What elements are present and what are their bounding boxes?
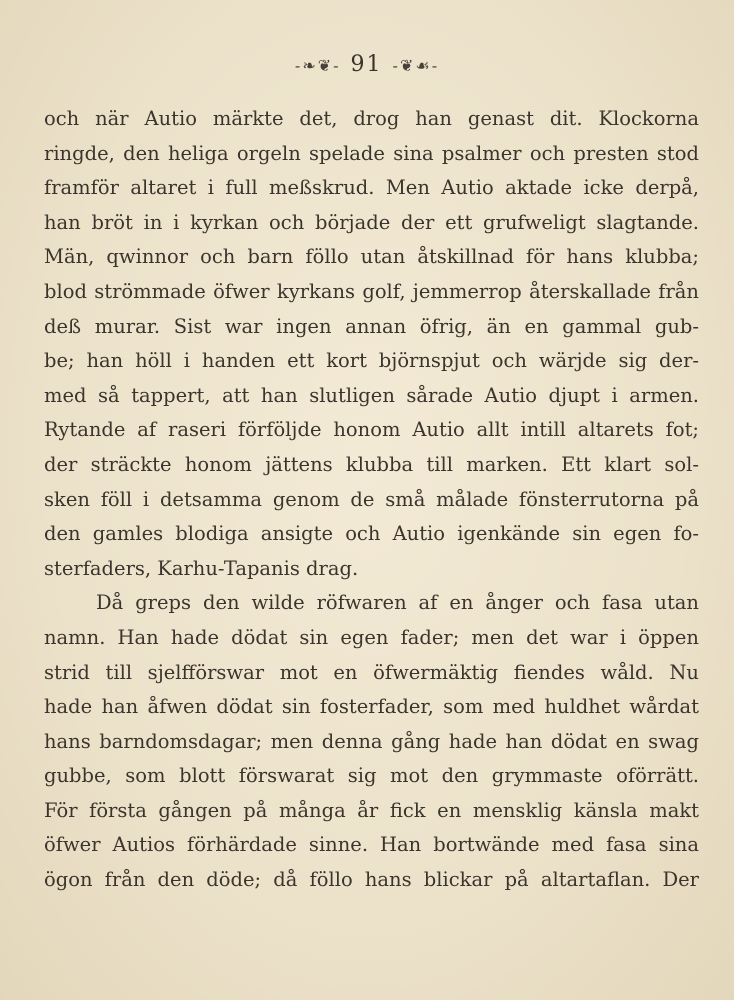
text-line: Rytande af raseri förföljde honom Autio allt intill altarets fot;	[44, 418, 699, 442]
text-line: med så tappert, att han slutligen sårade Autio djupt i armen.	[44, 383, 699, 407]
text-line: Då greps den wilde röfwaren af en ånger och fasa utan	[96, 591, 699, 615]
paragraph-2	[44, 586, 699, 897]
text-line: hade han åfwen dödat sin fosterfader, som med huldhet wårdat	[44, 695, 699, 719]
ornament-right: -❦☙-	[392, 56, 440, 75]
text-line: han bröt in i kyrkan och började der ett grufweligt slagtande.	[44, 210, 699, 234]
paragraph-1	[44, 102, 699, 586]
page-number: 91	[350, 52, 383, 77]
text-line: der sträckte honom jättens klubba till marken. Ett klart sol-	[44, 452, 699, 476]
text-line: ögon från den döde; då föllo hans blickar på altartaflan. Der	[44, 868, 699, 892]
text-line: framför altaret i full meßskrud. Men Autio aktade icke derpå,	[44, 176, 699, 200]
text-line: ringde, den heliga orgeln spelade sina psalmer och presten stod	[44, 141, 699, 165]
text-line: Män, qwinnor och barn föllo utan åtskillnad för hans klubba;	[44, 245, 699, 269]
text-line: hans barndomsdagar; men denna gång hade han dödat en swag	[44, 729, 699, 753]
text-line: sken föll i detsamma genom de små målade fönsterrutorna på	[44, 487, 699, 511]
text-line: öfwer Autios förhärdade sinne. Han bortwände med fasa sina	[44, 833, 699, 857]
text-line: För första gången på många år fick en mensklig känsla makt	[44, 798, 699, 822]
text-line: strid till sjelfförswar mot en öfwermäktig fiendes wåld. Nu	[44, 660, 699, 684]
text-line: sterfaders, Karhu-Tapanis drag.	[44, 556, 359, 580]
text-line: den gamles blodiga ansigte och Autio igenkände sin egen fo-	[44, 522, 699, 546]
text-line: gubbe, som blott förswarat sig mot den grymmaste oförrätt.	[44, 764, 699, 788]
text-line: namn. Han hade dödat sin egen fader; men det war i öppen	[44, 625, 699, 649]
text-line: deß murar. Sist war ingen annan öfrig, än en gammal gub-	[44, 314, 699, 338]
body-text	[44, 102, 699, 898]
text-line: be; han höll i handen ett kort björnspjut och wärjde sig der-	[44, 349, 699, 373]
page-header	[0, 52, 734, 77]
text-line: blod strömmade öfwer kyrkans golf, jemmerrop återskallade från	[44, 279, 699, 303]
ornament-left: -❧❦-	[294, 56, 341, 75]
text-line: och när Autio märkte det, drog han genast dit. Klockorna	[44, 107, 699, 130]
